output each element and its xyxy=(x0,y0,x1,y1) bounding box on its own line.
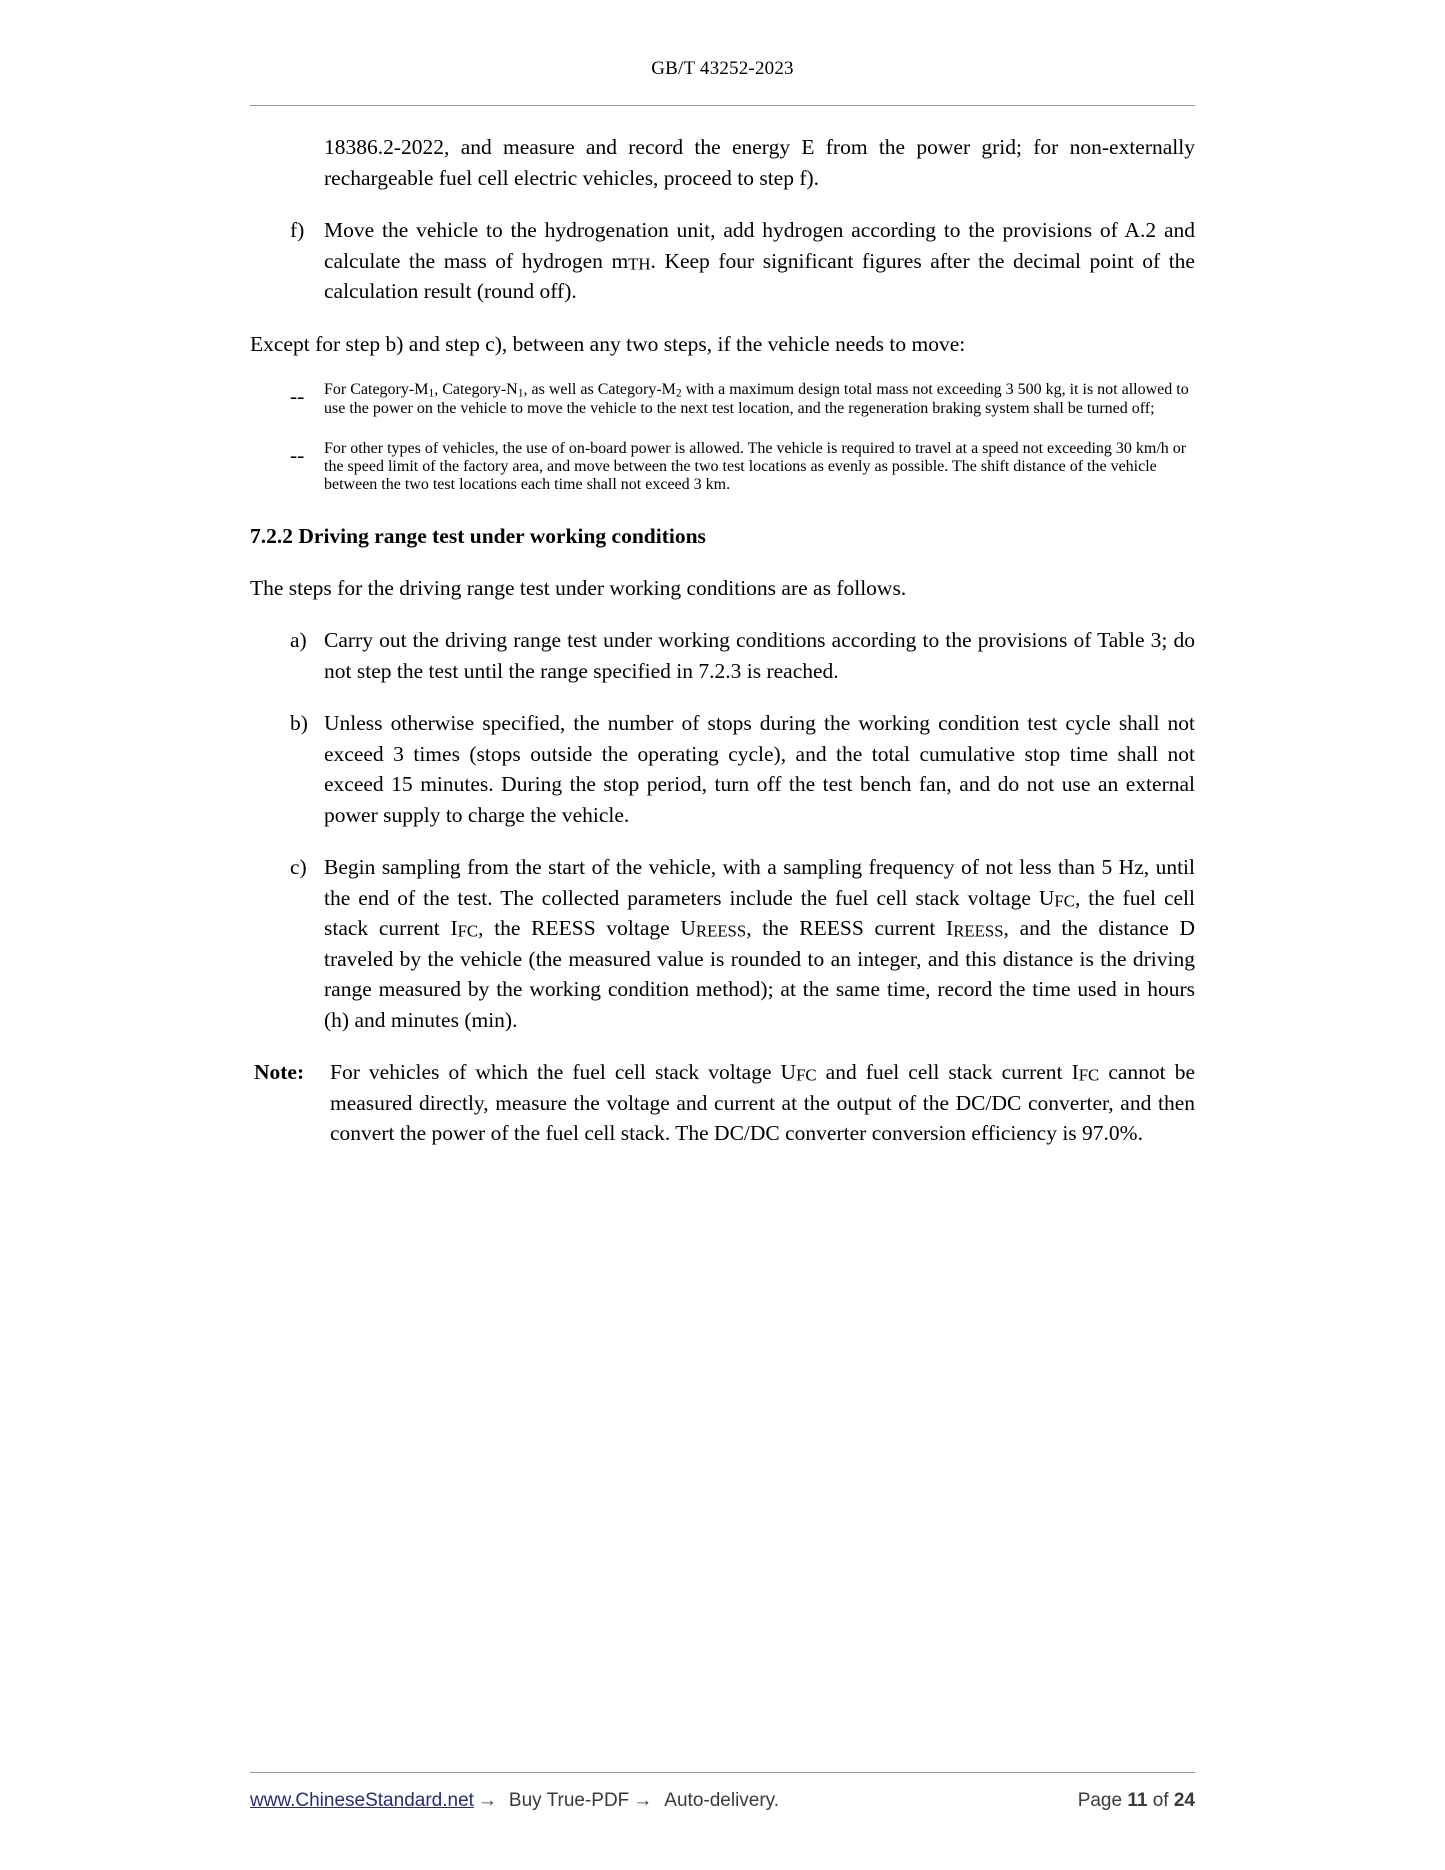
dash1-text-1: For Category-M xyxy=(324,381,429,399)
arrow-icon-1: → xyxy=(477,1790,497,1811)
header-divider xyxy=(250,105,1195,106)
page-total: 24 xyxy=(1173,1790,1195,1811)
page-footer xyxy=(250,1790,1195,1812)
section-heading-7-2-2: 7.2.2 Driving range test under working conditions xyxy=(250,523,706,548)
item-f-text-1: Move the vehicle to the hydrogenation unit, add hydrogen according to the provisions of A.2 and calculate the mass of hydrogen m xyxy=(324,218,1195,273)
list-item-c xyxy=(290,852,1195,1035)
paragraph-continuation: 18386.2-2022, and measure and record the energy E from the power grid; for non-externally rechargeable fuel cell electric vehicles, proceed to step f). xyxy=(324,135,1195,190)
list-marker-b: b) xyxy=(290,711,308,736)
list-body-b: Unless otherwise specified, the number of stops during the working condition test cycle shall not exceed 3 times (stops outside the operating cycle), and the total cumulative stop time shall not exceed 15 minutes. During the stop period, turn off the test bench fan, and do not use an external power supply to charge the vehicle. xyxy=(324,711,1195,827)
dash1-text-4: with a maximum design total mass not exceeding 3 500 kg, it is not allowed to use the power on the vehicle to move the vehicle to the next test location, and the regeneration braking system shall be turned off; xyxy=(324,381,1189,417)
of-label: of xyxy=(1152,1790,1169,1811)
note-marker: Note: xyxy=(254,1060,305,1085)
list-marker-f: f) xyxy=(290,218,305,243)
dash1-sub-2: 1 xyxy=(517,387,524,400)
footer-promo-delivery: Auto-delivery. xyxy=(664,1790,780,1811)
footer-divider xyxy=(250,1772,1195,1773)
item-c-sub-2: FC xyxy=(457,921,479,941)
item-c-text-3: , the REESS voltage U xyxy=(478,916,696,941)
list-marker-a: a) xyxy=(290,628,307,653)
list-body-c xyxy=(324,852,1195,1035)
dash1-text-2: , Category-N xyxy=(434,381,518,399)
paragraph-steps-intro: The steps for the driving range test under working conditions are as follows. xyxy=(250,575,907,600)
list-item-f xyxy=(290,215,1195,307)
paragraph-except: Except for step b) and step c), between any two steps, if the vehicle needs to move: xyxy=(250,331,966,356)
list-body-a: Carry out the driving range test under working conditions according to the provisions of Table 3; do not step the test until the range specified in 7.2.3 is reached. xyxy=(324,628,1195,683)
dash1-sub-3: 2 xyxy=(675,387,682,400)
dash-item-1 xyxy=(290,381,1195,418)
item-c-sub-4: REESS xyxy=(953,921,1004,941)
item-f-text-2: . Keep four significant figures after the decimal point of the calculation result (round off). xyxy=(324,248,1195,304)
standard-number: GB/T 43252-2023 xyxy=(651,58,794,79)
dash-marker-1: -- xyxy=(290,384,305,409)
item-c-sub-1: FC xyxy=(1054,891,1075,911)
page-number: 11 xyxy=(1127,1790,1148,1811)
item-f-subscript: TH xyxy=(628,253,651,273)
page-label: Page xyxy=(1077,1790,1123,1811)
list-item-a xyxy=(290,625,1195,686)
note-body xyxy=(330,1057,1195,1149)
item-c-text-5: , and the distance D traveled by the vehicle (the measured value is rounded to an integer, and this distance is the driving range measured by the working condition method); at the same time, record the time used in hours (h) and minutes (min). xyxy=(324,916,1195,1032)
dash1-text-3: , as well as Category-M xyxy=(523,381,676,399)
note-text-2: and fuel cell stack current I xyxy=(816,1060,1079,1085)
note-text-1: For vehicles of which the fuel cell stack voltage U xyxy=(330,1060,797,1085)
dash-body-2: For other types of vehicles, the use of on-board power is allowed. The vehicle is required to travel at a speed not exceeding 30 km/h or the speed limit of the factory area, and move between the two test locations as evenly as possible. The shift distance of the vehicle between the two test locations each time shall not exceed 3 km. xyxy=(324,439,1187,493)
item-c-text-2: , the fuel cell stack current I xyxy=(324,885,1195,941)
note-sub-1: FC xyxy=(796,1065,817,1085)
dash-item-2 xyxy=(290,440,1195,494)
list-marker-c: c) xyxy=(290,855,307,880)
dash1-sub-1: 1 xyxy=(428,387,435,400)
dash-body-1 xyxy=(324,381,1195,418)
note-item xyxy=(254,1057,1195,1149)
item-c-text-4: , the REESS current I xyxy=(746,916,954,941)
list-item-b xyxy=(290,708,1195,830)
page-content xyxy=(250,132,1195,1171)
page-header xyxy=(250,58,1195,80)
item-c-text-1: Begin sampling from the start of the vehicle, with a sampling frequency of not less than 5 Hz, until the end of the test. The collected parameters include the fuel cell stack voltage U xyxy=(324,855,1195,910)
footer-promo-buy: Buy True-PDF xyxy=(508,1790,630,1811)
list-body-f xyxy=(324,215,1195,307)
arrow-icon-2: → xyxy=(633,1790,653,1811)
note-text-3: cannot be measured directly, measure the voltage and current at the output of the DC/DC converter, and then convert the power of the fuel cell stack. The DC/DC converter conversion efficiency is 97.0%. xyxy=(330,1060,1195,1146)
item-c-sub-3: REESS xyxy=(695,921,747,941)
footer-pager xyxy=(1078,1790,1195,1812)
dash-marker-2: -- xyxy=(290,442,305,467)
footer-site-link[interactable]: www.ChineseStandard.net xyxy=(250,1790,474,1811)
note-sub-2: FC xyxy=(1078,1065,1100,1085)
